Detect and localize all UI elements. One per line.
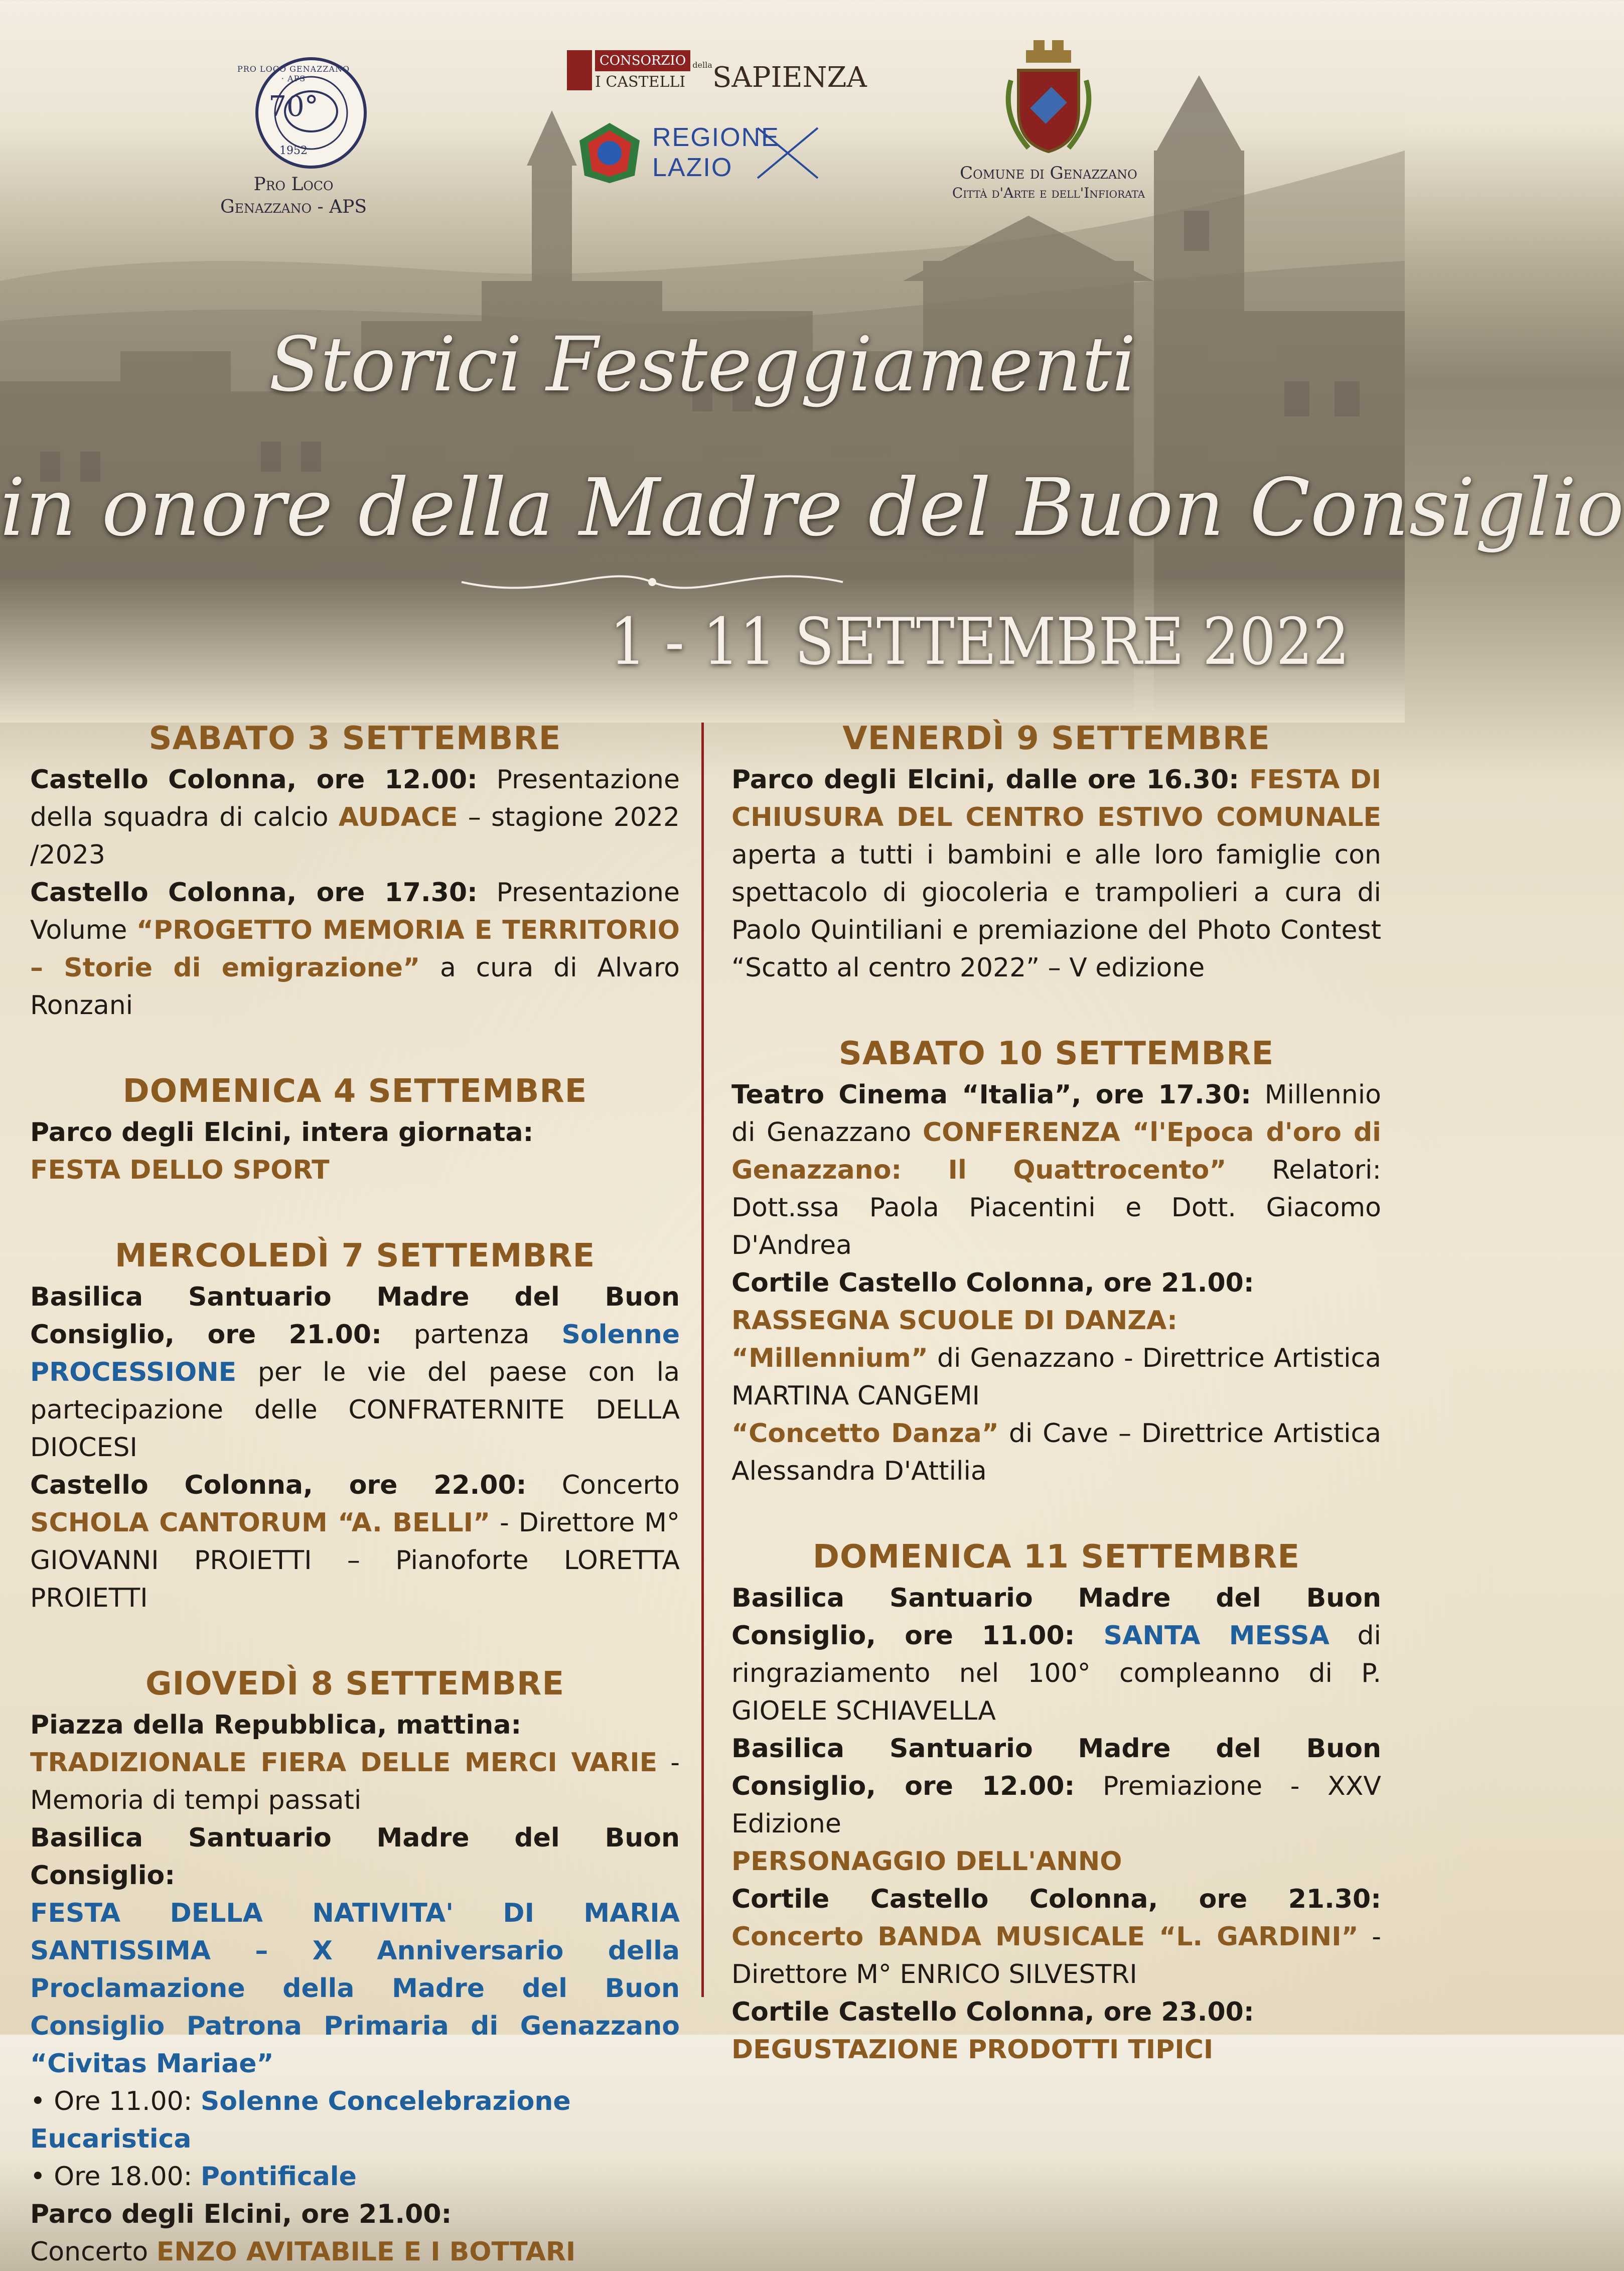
event-text: Premiazione - XXV Edizione xyxy=(731,1771,1381,1839)
event-text: a cura di Alvaro Ronzani xyxy=(30,953,680,1021)
day-section-mercoledi-7 xyxy=(30,1237,680,1617)
event-highlight: FESTA DI CHIUSURA DEL CENTRO ESTIVO COMUNALE xyxy=(731,765,1382,832)
event-entry xyxy=(731,1730,1381,1881)
program-right-column xyxy=(731,720,1381,2069)
event-entry xyxy=(30,2196,680,2271)
event-highlight: PERSONAGGIO DELL'ANNO xyxy=(731,1847,1122,1877)
regione-chevron-icon xyxy=(758,123,818,183)
day-section-sabato-10 xyxy=(731,1035,1381,1490)
comune-caption-line1: Comune di Genazzano xyxy=(960,163,1137,183)
consorzio-line2: I CASTELLI xyxy=(595,73,686,91)
day-section-sabato-3 xyxy=(30,720,680,1025)
event-location: Castello Colonna, ore 17.30: xyxy=(30,878,478,908)
event-highlight: Concerto BANDA MUSICALE “L. GARDINI” xyxy=(731,1922,1359,1952)
event-location: Parco degli Elcini, ore 21.00: xyxy=(30,2199,452,2229)
event-location: Basilica Santuario Madre del Buon Consiglio, ore 12.00: xyxy=(731,1734,1381,1801)
consorzio-tower-icon xyxy=(567,50,592,90)
proloco-caption-line1: Pro Loco xyxy=(253,174,334,195)
event-text: Concerto xyxy=(30,2237,157,2267)
event-text: aperta a tutti i bambini e alle loro famiglie con spettacolo di giocoleria e trampolieri a cura di Paolo Quintiliani e premiazione del Photo Contest “Scatto al centro 2022” – V edizione xyxy=(731,840,1381,983)
event-location: Cortile Castello Colonna, ore 21.00: xyxy=(731,1268,1254,1298)
event-entry xyxy=(30,874,680,1025)
event-location: Cortile Castello Colonna, ore 21.30: xyxy=(731,1884,1381,1914)
event-entry xyxy=(731,1340,1381,1415)
consorzio-small: della xyxy=(692,60,712,70)
event-highlight: ENZO AVITABILE E I BOTTARI xyxy=(156,2237,576,2267)
event-location: Basilica Santuario Madre del Buon Consiglio, ore 21.00: xyxy=(30,1282,680,1350)
event-text: - Direttore M° GIOVANNI PROIETTI – Pianoforte LORETTA PROIETTI xyxy=(30,1508,680,1613)
event-text: Relatori: Dott.ssa Paola Piacentini e Dott. Giacomo D'Andrea xyxy=(731,1155,1381,1260)
consorzio-logo xyxy=(567,50,867,95)
event-location: Basilica Santuario Madre del Buon Consiglio, ore 11.00: xyxy=(731,1583,1381,1651)
event-text: • Ore 11.00: xyxy=(30,2086,201,2116)
day-heading: DOMENICA 4 SETTEMBRE xyxy=(122,1073,587,1110)
program-left-column xyxy=(30,720,680,2271)
comune-coat-of-arms-icon xyxy=(998,35,1099,156)
event-highlight: TRADIZIONALE FIERA DELLE MERCI VARIE xyxy=(30,1748,658,1778)
day-heading: SABATO 10 SETTEMBRE xyxy=(838,1035,1274,1072)
event-location: Castello Colonna, ore 22.00: xyxy=(30,1470,527,1500)
event-text: • Ore 18.00: xyxy=(30,2162,201,2192)
event-highlight: DEGUSTAZIONE PRODOTTI TIPICI xyxy=(731,2035,1214,2065)
event-text: partenza xyxy=(381,1320,562,1350)
consorzio-name: SAPIENZA xyxy=(712,61,867,94)
day-section-domenica-11 xyxy=(731,1538,1381,2069)
event-highlight: SCHOLA CANTORUM “A. BELLI” xyxy=(30,1508,491,1538)
comune-logo xyxy=(903,35,1194,202)
event-text: per le vie del paese con la partecipazione delle CONFRATERNITE DELLA DIOCESI xyxy=(30,1357,680,1463)
event-text: – stagione 2022 /2023 xyxy=(30,802,680,870)
proloco-years: 70° xyxy=(268,90,319,123)
day-heading: DOMENICA 11 SETTEMBRE xyxy=(812,1538,1300,1576)
day-heading: VENERDÌ 9 SETTEMBRE xyxy=(842,720,1270,757)
event-text: Millennio di Genazzano xyxy=(731,1080,1381,1148)
day-section-venerdi-9 xyxy=(731,720,1381,987)
event-highlight: Solenne Concelebrazione Eucaristica xyxy=(30,2086,571,2154)
event-entry xyxy=(731,1264,1381,1340)
event-entry xyxy=(731,1415,1381,1490)
regione-lazio-logo xyxy=(577,120,818,186)
event-entry xyxy=(731,761,1381,987)
event-location: Parco degli Elcini, dalle ore 16.30: xyxy=(731,765,1239,795)
event-entry xyxy=(30,1279,680,1467)
column-divider xyxy=(701,723,704,1997)
day-section-domenica-4 xyxy=(30,1073,680,1189)
proloco-ring-text: PRO LOCO GENAZZANO · APS xyxy=(237,64,350,83)
event-location: Parco degli Elcini, intera giornata: xyxy=(30,1117,534,1148)
event-text: di ringraziamento nel 100° compleanno di P. GIOELE SCHIAVELLA xyxy=(731,1621,1381,1726)
event-text: - Memoria di tempi passati xyxy=(30,1748,680,1815)
event-location: Cortile Castello Colonna, ore 23.00: xyxy=(731,1997,1254,2027)
day-heading: GIOVEDÌ 8 SETTEMBRE xyxy=(145,1665,565,1702)
event-text: Presentazione della squadra di calcio xyxy=(30,765,680,832)
proloco-founded: 1952 xyxy=(279,145,308,157)
event-entry xyxy=(30,761,680,874)
event-location: Castello Colonna, ore 12.00: xyxy=(30,765,478,795)
event-entry xyxy=(30,1819,680,2083)
regione-line2: LAZIO xyxy=(652,153,733,182)
event-entry xyxy=(731,1881,1381,1994)
day-heading: SABATO 3 SETTEMBRE xyxy=(149,720,561,757)
event-text: Concerto xyxy=(526,1470,680,1500)
event-entry xyxy=(30,1114,680,1189)
event-entry xyxy=(731,1580,1381,1730)
page-title-line1: Storici Festeggiamenti xyxy=(268,321,1136,408)
page-title-line2: in onore della Madre del Buon Consiglio xyxy=(0,462,1624,554)
comune-caption-line2: Città d'Arte e dell'Infiorata xyxy=(952,184,1145,201)
event-highlight: “PROGETTO MEMORIA E TERRITORIO – Storie di emigrazione” xyxy=(30,915,680,983)
event-text: - Direttore M° ENRICO SILVESTRI xyxy=(731,1922,1381,1990)
day-section-giovedi-8 xyxy=(30,1665,680,2271)
proloco-logo xyxy=(220,55,386,217)
event-highlight: FESTA DELLA NATIVITA' DI MARIA SANTISSIMA – X Anniversario della Proclamazione della Madre del Buon Consiglio Patrona Primaria di Genazzano “Civitas Mariae” xyxy=(30,1898,680,2079)
event-highlight: “Millennium” xyxy=(731,1343,928,1373)
event-highlight: CONFERENZA “l'Epoca d'oro di Genazzano: Il Quattrocento” xyxy=(731,1117,1381,1185)
regione-lazio-emblem-icon xyxy=(577,120,642,186)
event-entry xyxy=(30,1467,680,1617)
event-location: Basilica Santuario Madre del Buon Consiglio: xyxy=(30,1823,680,1891)
event-text: Presentazione Volume xyxy=(30,878,680,945)
event-entry xyxy=(30,1707,680,1819)
event-location: Piazza della Repubblica, mattina: xyxy=(30,1710,522,1740)
proloco-caption-line2: Genazzano - APS xyxy=(220,197,367,217)
event-dates: 1 - 11 SETTEMBRE 2022 xyxy=(610,605,1350,679)
regione-line1: REGIONE xyxy=(652,123,780,152)
consorzio-line1: CONSORZIO xyxy=(595,50,690,71)
title-flourish-icon xyxy=(452,562,853,602)
event-entry xyxy=(731,1076,1381,1264)
event-highlight: SANTA MESSA xyxy=(1075,1621,1330,1651)
event-entry xyxy=(731,1994,1381,2069)
event-highlight: RASSEGNA SCUOLE DI DANZA: xyxy=(731,1306,1177,1336)
event-location: Teatro Cinema “Italia”, ore 17.30: xyxy=(731,1080,1251,1110)
event-highlight: “Concetto Danza” xyxy=(731,1418,999,1449)
event-highlight: Pontificale xyxy=(200,2162,357,2192)
event-text: di Genazzano - Direttrice Artistica MARTINA CANGEMI xyxy=(731,1343,1381,1411)
event-bullet xyxy=(30,2083,680,2158)
event-bullet xyxy=(30,2158,680,2196)
event-highlight: AUDACE xyxy=(338,802,458,832)
event-highlight: Solenne PROCESSIONE xyxy=(30,1320,680,1387)
day-heading: MERCOLEDÌ 7 SETTEMBRE xyxy=(114,1237,596,1274)
event-highlight: FESTA DELLO SPORT xyxy=(30,1155,330,1185)
event-text: di Cave – Direttrice Artistica Alessandra D'Attilia xyxy=(731,1418,1381,1486)
